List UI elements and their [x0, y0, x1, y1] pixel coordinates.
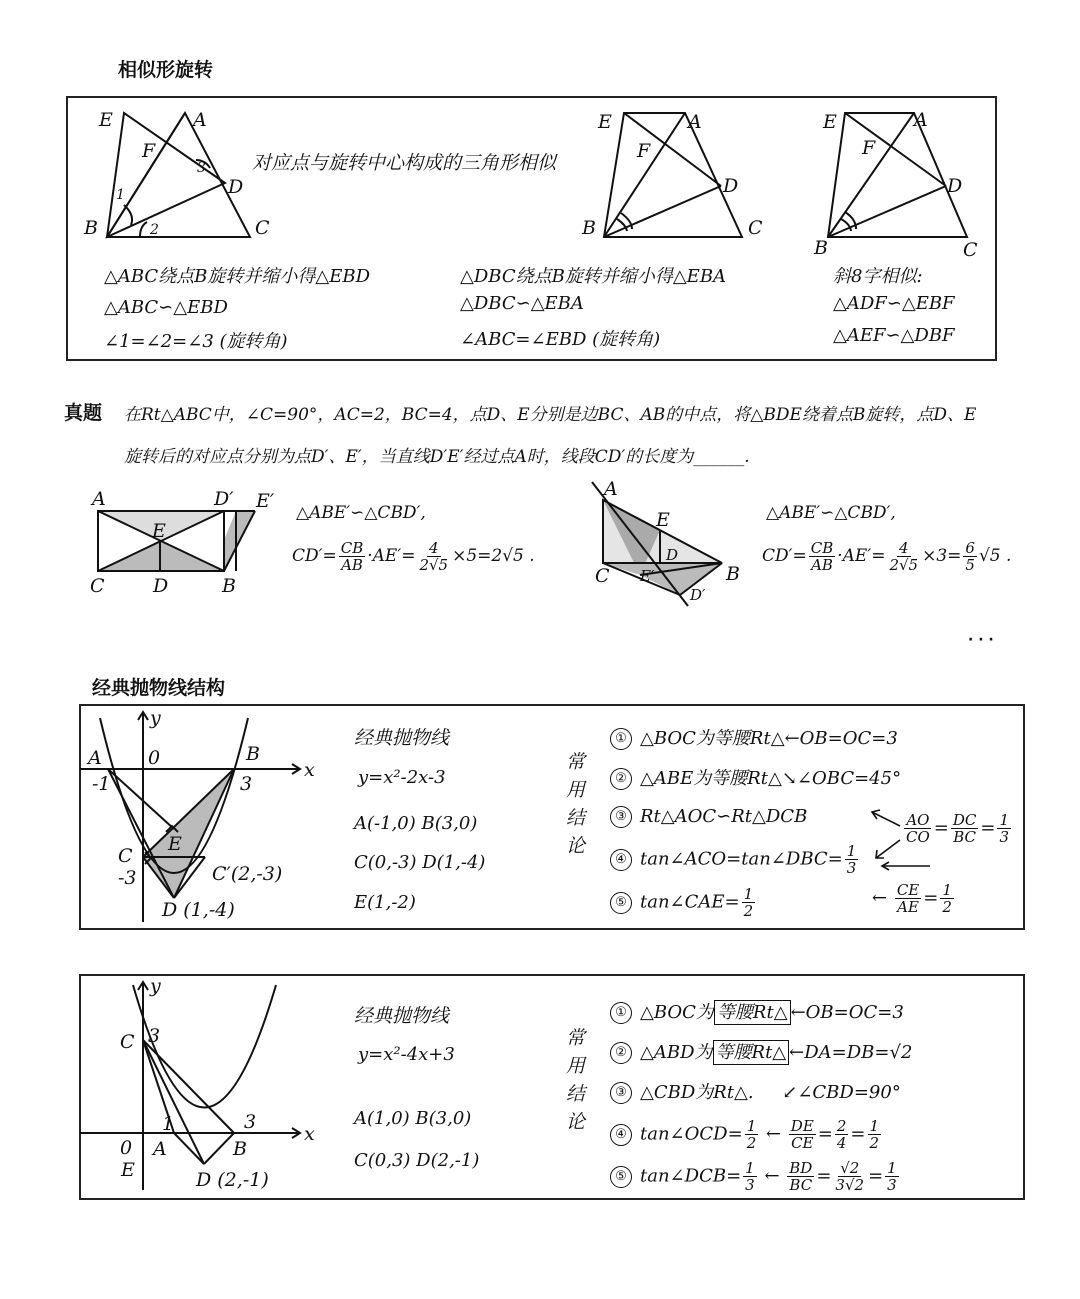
fig3-line-3: △AEF∽△DBF: [833, 325, 955, 346]
p2-c5-fd: 3: [745, 1176, 755, 1194]
p2-c4-text: tan∠OCD=: [640, 1123, 743, 1145]
p2-conclusion-5: [610, 1160, 901, 1193]
sol2-label-d: D: [666, 546, 679, 564]
fig1-label-f: F: [142, 140, 156, 162]
p2-label-t3: 3: [148, 1025, 161, 1047]
p1-label-c1: C′(2,-3): [212, 863, 283, 885]
p2-c4-fd: 2: [746, 1134, 757, 1152]
p2-side-label: 常用结论: [566, 1027, 586, 1133]
p1-points-2: C(0,-3) D(1,-4): [354, 852, 486, 873]
sol2-sim: △ABE′∽△CBD′,: [766, 503, 896, 523]
p2-c5-frac2: [787, 1160, 814, 1193]
p2-c5-f2n: BD: [789, 1159, 813, 1177]
p1-c3-text: Rt△AOC∽Rt△DCB: [640, 806, 808, 827]
ellipsis: · · ·: [968, 632, 994, 648]
p1-c5-fd: 2: [743, 902, 754, 920]
p2-c1-right: ←OB=OC=3: [790, 1002, 904, 1023]
fig2-line-2: △DBC∽△EBA: [460, 293, 584, 314]
sol2-label-e1: E′: [640, 567, 655, 585]
sol1-sim: △ABE′∽△CBD′,: [296, 503, 426, 523]
p2-c4-f3d: 4: [836, 1134, 847, 1152]
fig1-label-angle2: 2: [150, 222, 159, 238]
p2-label-e: E: [121, 1159, 135, 1181]
p2-c5-f4d: 3: [887, 1176, 897, 1194]
p2-c4-f2d: CE: [791, 1134, 814, 1152]
fig1-label-c: C: [255, 217, 270, 239]
p1-c5-f3d: 2: [942, 898, 952, 916]
p1-side-label: 常用结论: [566, 751, 586, 857]
fig1-label-b: B: [84, 217, 98, 239]
p2-c5-arrow: ←: [764, 1165, 780, 1187]
problem-tag: 真题: [64, 402, 103, 424]
sol2-label-d1: D′: [690, 586, 706, 604]
p2-c4-f3n: 2: [836, 1117, 847, 1135]
sol1-label-d: D: [153, 575, 169, 597]
p2-label-t3b: 3: [244, 1111, 257, 1133]
sol1-label-d1: D′: [214, 488, 234, 510]
p1-label-o: 0: [148, 747, 161, 769]
p2-c4-f4n: 1: [869, 1117, 880, 1135]
fig1-label-e: E: [99, 109, 113, 131]
p1-c3-f2n: DC: [952, 811, 977, 829]
fig3-label-d: D: [947, 175, 963, 197]
p2-label-y: y: [150, 975, 161, 997]
p2-c2-text: △ABD为: [640, 1042, 713, 1063]
fig2-label-b: B: [582, 217, 596, 239]
fig2-label-e: E: [598, 111, 612, 133]
p2-c4-arrow: ←: [765, 1123, 782, 1145]
p1-c5-num: ⑤: [610, 892, 632, 914]
fig1-label-d: D: [228, 176, 244, 198]
sol2-eq-end: √5 .: [978, 546, 1012, 566]
p2-c4-fn: 1: [746, 1117, 757, 1135]
p1-c5-f2d: AE: [897, 898, 919, 916]
p1-c1-right: ←OB=OC=3: [784, 728, 898, 749]
p1-c3-eq: =: [933, 817, 949, 839]
section-title-rotation: 相似形旋转: [118, 59, 214, 81]
sol1-label-b: B: [222, 575, 236, 597]
p2-c5-eq: =: [816, 1165, 832, 1187]
p2-line-ad: [174, 1133, 204, 1164]
p1-c5-f3n: 1: [942, 881, 952, 899]
p2-c4-f2n: DE: [790, 1117, 814, 1135]
sol1-eq-lhs: CD′=: [292, 546, 337, 566]
fig3-label-e: E: [823, 111, 837, 133]
fig1-label-a: A: [193, 109, 207, 131]
p2-c1-boxed: 等腰Rt△: [714, 1000, 791, 1025]
p2-c4-frac3: [835, 1118, 849, 1151]
p1-label-y: y: [150, 707, 161, 729]
rotation-statement: 对应点与旋转中心构成的三角形相似: [252, 152, 557, 174]
p1-label-m3: -3: [118, 867, 137, 889]
p2-line-db: [204, 1133, 234, 1164]
p1-c5-arrow: ←: [872, 887, 888, 909]
p1-c3-f3d: 3: [999, 828, 1010, 846]
p2-points-2: C(0,3) D(2,-1): [354, 1150, 480, 1171]
fig1-line-3: ∠1=∠2=∠3 (旋转角): [104, 331, 288, 352]
p1-c5-eq: =: [923, 887, 939, 909]
sol2-eq-mid: ·AE′=: [837, 546, 886, 566]
p2-label-o: 0: [120, 1137, 133, 1159]
p1-label-a: A: [88, 747, 102, 769]
p2-line-cb: [143, 1040, 234, 1133]
fig3-label-a: A: [914, 109, 928, 131]
sol1-eq-mid: ·AE′=: [367, 546, 416, 566]
sol1-label-e: E: [152, 520, 166, 542]
sol1-frac2-num: 4: [429, 539, 439, 557]
p2-c5-f4n: 1: [887, 1159, 897, 1177]
sol1-label-e1: E′: [256, 490, 275, 512]
p2-c4-eq: =: [817, 1123, 833, 1145]
p1-c1-num: ①: [610, 728, 632, 750]
p1-c2-num: ②: [610, 768, 632, 790]
p2-c4-eq2: =: [850, 1123, 866, 1145]
p1-c4-num: ④: [610, 849, 632, 871]
p1-c3-f3n: 1: [999, 811, 1010, 829]
sol1-label-a: A: [92, 488, 106, 510]
p1-c3-eq2: =: [980, 817, 996, 839]
p1-c5-fn: 1: [743, 885, 754, 903]
p2-c2-right: ←DA=DB=√2: [789, 1042, 913, 1063]
sol2-label-b: B: [726, 563, 740, 585]
p2-c4-frac2: [789, 1118, 816, 1151]
fig2-line-1: △DBC绕点B旋转并缩小得△EBA: [460, 266, 727, 287]
p1-c2-right: ↘∠OBC=45°: [781, 768, 902, 789]
p2-c5-f3d: 3√2: [835, 1176, 865, 1194]
p2-c3-right: ↙∠CBD=90°: [782, 1082, 901, 1103]
p1-c3-f1d: CO: [906, 828, 930, 846]
sol2-eq-x: ×3=: [922, 546, 962, 566]
p2-conclusion-2: [610, 1038, 912, 1064]
p2-c3-text: △CBD为Rt△.: [640, 1082, 754, 1103]
sol2-label-a: A: [604, 478, 618, 500]
p1-c3-f2d: BC: [953, 828, 977, 846]
fig1-label-angle1: 1: [116, 187, 125, 203]
sol1-frac2-den: 2√5: [419, 556, 449, 574]
p2-points-1: A(1,0) B(3,0): [354, 1108, 472, 1129]
p2-label-b: B: [233, 1138, 247, 1160]
p1-c4-fd: 3: [846, 859, 857, 877]
p2-c5-frac3: [833, 1160, 866, 1193]
p2-c5-f2d: BC: [789, 1176, 813, 1194]
p2-c5-frac: [743, 1160, 757, 1193]
p2-c5-f3n: √2: [840, 1159, 860, 1177]
p1-c3-f1n: AO: [906, 811, 930, 829]
fig2-line-3: ∠ABC=∠EBD (旋转角): [460, 329, 661, 350]
p2-c3-num: ③: [610, 1082, 632, 1104]
p1-label-e: E: [168, 833, 182, 855]
sol2-frac1-den: AB: [811, 556, 833, 574]
p2-c4-frac4: [868, 1118, 882, 1151]
p2-c4-f4d: 2: [869, 1134, 880, 1152]
fig1-line-2: △ABC∽△EBD: [104, 297, 228, 318]
sol1-eq-end: ×5=2√5 .: [452, 546, 535, 566]
p2-c4-frac: [745, 1118, 759, 1151]
p2-c5-eq2: =: [868, 1165, 884, 1187]
sol1-label-c: C: [90, 575, 105, 597]
section-title-parabola: 经典抛物线结构: [92, 677, 226, 699]
sol2-eq-lhs: CD′=: [762, 546, 807, 566]
p2-c1-num: ①: [610, 1002, 632, 1024]
fig3-line-2: △ADF∽△EBF: [833, 293, 955, 314]
p2-label-c: C: [120, 1031, 135, 1053]
p2-c5-num: ⑤: [610, 1166, 632, 1188]
fig3-label-f: F: [862, 137, 876, 159]
p1-label-b: B: [246, 743, 260, 765]
p1-c5-f2n: CE: [896, 881, 920, 899]
problem-line-1: 在Rt△ABC中，∠C=90°，AC=2，BC=4，点D、E分别是边BC、AB的中点，将△BDE绕着点B旋转，点D、E: [124, 405, 977, 425]
p1-points-1: A(-1,0) B(3,0): [354, 813, 478, 834]
problem-line-2: 旋转后的对应点分别为点D′、E′，当直线D′E′经过点A时，线段CD′的长度为______.: [124, 447, 750, 467]
fig3-label-c: C: [963, 239, 978, 261]
sol2-frac2-num: 4: [899, 539, 909, 557]
fig3-line-1: 斜8字相似:: [833, 266, 923, 287]
p2-label-one: 1: [162, 1113, 175, 1135]
p1-label-x: x: [304, 759, 315, 781]
fig2-label-f: F: [637, 140, 651, 162]
fig1-label-angle3: 3: [197, 160, 206, 176]
p1-equation: y=x²-2x-3: [358, 767, 446, 788]
p1-label-c: C: [118, 845, 133, 867]
sol2-frac3-den: 5: [965, 556, 975, 574]
sol2-frac3-num: 6: [965, 539, 975, 557]
p2-c5-fn: 1: [745, 1159, 755, 1177]
p2-c2-boxed: 等腰Rt△: [713, 1040, 790, 1065]
p2-c5-frac4: [885, 1160, 899, 1193]
p1-label-m1: -1: [92, 773, 111, 795]
p2-label-x: x: [304, 1123, 315, 1145]
fig2-label-d: D: [723, 175, 739, 197]
fig2-label-a: A: [688, 111, 702, 133]
p2-c1-text: △BOC为: [640, 1002, 714, 1023]
p2-conclusion-4: [610, 1118, 883, 1151]
p1-points-3: E(1,-2): [354, 892, 416, 913]
p2-c2-num: ②: [610, 1042, 632, 1064]
p1-c3-num: ③: [610, 806, 632, 828]
p2-c4-num: ④: [610, 1124, 632, 1146]
sol1-frac1-den: AB: [341, 556, 363, 574]
p1-name: 经典抛物线: [354, 727, 450, 749]
p1-c4-text: tan∠ACO=tan∠DBC=: [640, 848, 843, 870]
p1-c5-text: tan∠CAE=: [640, 891, 740, 913]
p2-equation: y=x²-4x+3: [358, 1044, 455, 1065]
p2-name: 经典抛物线: [354, 1005, 450, 1027]
sol2-frac2-den: 2√5: [889, 556, 919, 574]
p2-conclusion-3: [610, 1078, 901, 1104]
p2-label-a: A: [153, 1138, 167, 1160]
fig2-label-c: C: [748, 217, 763, 239]
p1-c1-text: △BOC为等腰Rt△: [640, 728, 785, 749]
fig1-line-1: △ABC绕点B旋转并缩小得△EBD: [104, 266, 371, 287]
p2-conclusion-1: [610, 998, 904, 1024]
p2-label-d: D (2,-1): [196, 1169, 269, 1191]
p1-c2-text: △ABE为等腰Rt△: [640, 768, 782, 789]
sol1-frac1-num: CB: [340, 539, 364, 557]
sol2-frac1-num: CB: [810, 539, 834, 557]
p1-label-t3: 3: [240, 773, 253, 795]
sol2-label-c: C: [595, 565, 610, 587]
p1-c4-fn: 1: [846, 842, 857, 860]
p2-c5-text: tan∠DCB=: [640, 1165, 742, 1187]
fig3-label-b: B: [814, 237, 828, 259]
sol2-label-e: E: [656, 509, 670, 531]
p1-label-d: D (1,-4): [162, 899, 235, 921]
